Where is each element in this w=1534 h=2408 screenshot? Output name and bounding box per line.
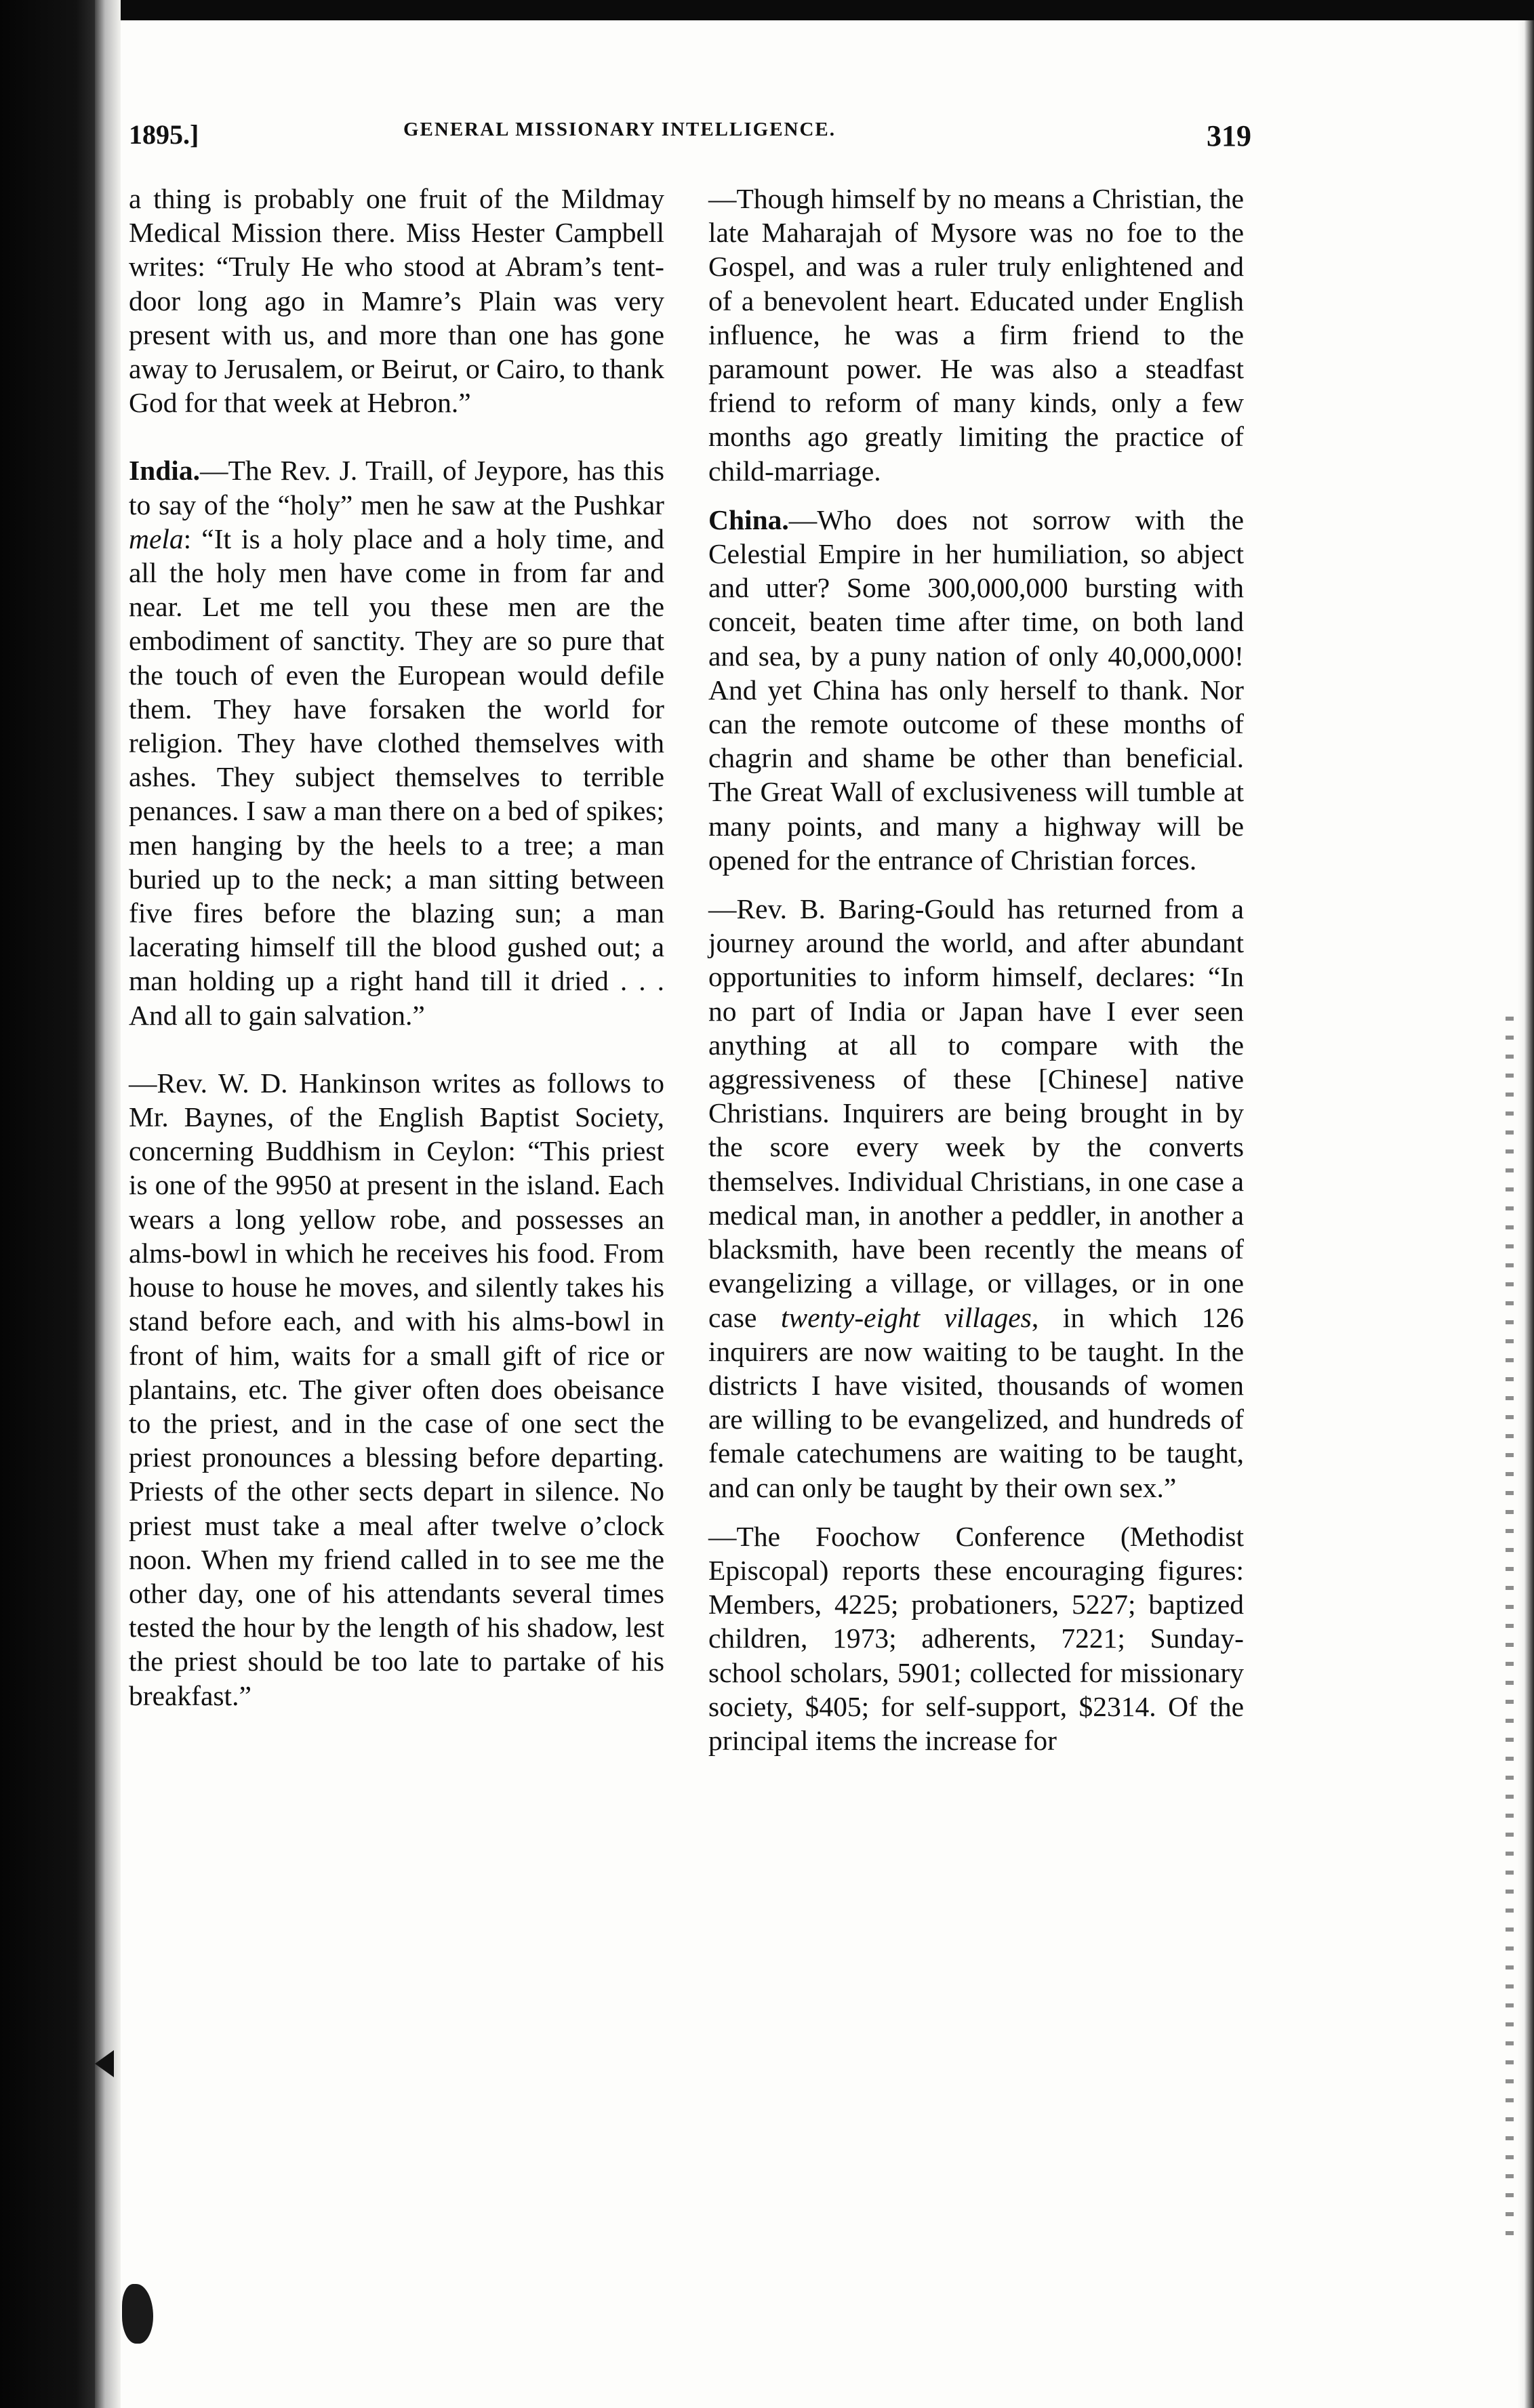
page-number: 319 xyxy=(1207,119,1251,152)
paragraph-china xyxy=(708,503,1244,877)
paragraph-ceylon: —Rev. W. D. Hankinson writes as follows to Mr. Baynes, of the English Baptist Society, concerning Buddhism in Ceylon: “This priest is one of the 9950 at present in the island. Each wears a long yellow robe, and possesses an alms-bowl in which he receives his food. From house to house he moves, and silently takes his stand before each, and with his alms-bowl in front of him, waits for a small gift of rice or plantains, etc. The giver often does obeisance to the priest, and in the case of one sect the priest pronounces a blessing before departing. Priests of the other sects depart in silence. No priest must take a meal after twelve o’clock noon. When my friend called in to see me the other day, one of his attendants several times tested the hour by the length of his shadow, lest the priest should be too late to partake of his breakfast.” xyxy=(129,1067,664,1711)
baring-gould-text-end: , in which 126 inquirers are now waiting to be taught. In the districts I have visited, thousands of women are willing to be evangelized, and hundreds of female catechumens are waiting to be taught, and can only be taught by their own sex.” xyxy=(708,1301,1244,1503)
paragraph-gap xyxy=(708,1505,1244,1519)
scan-right-edge xyxy=(1518,20,1534,2408)
paragraph-mysore: —Though himself by no means a Christian, the late Maharajah of Mysore was no foe to the Gospel, and was a ruler truly enlightened and of a benevolent heart. Educated under English influence, he was a firm friend to the paramount power. He was also a steadfast friend to reform of many kinds, only a few months ago greatly limiting the practice of child-marriage. xyxy=(708,183,1244,487)
paragraph-india xyxy=(129,453,664,1032)
twenty-eight-villages-term: twenty-eight villages xyxy=(781,1301,1032,1333)
right-column xyxy=(708,182,1244,1757)
paragraph-gap xyxy=(129,1032,664,1066)
baring-gould-text-start: —Rev. B. Baring-Gould has returned from a journey around the world, and after abundant opportunities to inform himself, declares: “In no part of India or Japan have I ever seen anything at all to compare with the aggressiveness of these [Chinese] native Christians. Inquirers are being brought in by the score every week by the converts themselves. Individual Christians, in one case a medical man, in another a peddler, in another a blacksmith, have been recently the means of evangelizing a village, or villages, or in one case xyxy=(708,893,1244,1333)
india-text-end: : “It is a holy place and a holy time, and all the holy men have come in from far and near. Let me tell you these men are the embodiment of sanctity. They are so pure that the touch of even the European would defile them. They have forsaken the world for religion. They have clothed themselves with ashes. They subject themselves to terrible penances. I saw a man there on a bed of spikes; men hanging by the heels to a tree; a man buried up to the neck; a man sitting between five fires before the blazing sun; a man lacerating himself till the blood gushed out; a man holding up a right hand till it dried . . . And all to gain salvation.” xyxy=(129,523,664,1031)
section-lead-china: China. xyxy=(708,504,789,535)
scan-top-border xyxy=(0,0,1534,20)
paragraph-foochow: —The Foochow Conference (Methodist Episcopal) reports these encouraging figures: Members, 4225; probationers, 5227; baptized children, 1973; adherents, 7221; Sunday-school scholars, 5901; collected for missionary society, $405; for self-support, $2314. Of the principal items the increase for xyxy=(708,1520,1244,1756)
paragraph-baring-gould xyxy=(708,892,1244,1505)
china-text: —Who does not sorrow with the Celestial Empire in her humiliation, so abject and utter? Some 300,000,000 bursting with conceit, beaten time after time, on both land and sea, by a puny nation of only 40,000,000! And yet China has only herself to thank. Nor can the remote outcome of these months of chagrin and shame be other than beneficial. The Great Wall of exclusiveness will tumble at many points, and many a highway will be opened for the entrance of Christian forces. xyxy=(708,504,1244,876)
left-column xyxy=(129,182,664,1713)
paragraph-gap xyxy=(129,420,664,453)
scan-ink-blot xyxy=(122,2284,153,2344)
scan-edge-marks xyxy=(1506,1017,1514,2237)
section-lead-india: India. xyxy=(129,455,200,487)
pushkar-mela-term: mela xyxy=(129,523,184,554)
scan-binding-shadow xyxy=(0,0,95,2408)
year-label: 1895.] xyxy=(129,119,199,150)
running-title: GENERAL MISSIONARY INTELLIGENCE. xyxy=(403,119,836,140)
paragraph-hebron: a thing is probably one fruit of the Mildmay Medical Mission there. Miss Hester Campbell writes: “Truly He who stood at Abram’s tent-door long ago in Mamre’s Plain was very present with us, and more than one has gone away to Jerusalem, or Beirut, or Cairo, to thank God for that week at Hebron.” xyxy=(129,183,664,419)
paragraph-gap xyxy=(708,877,1244,892)
paragraph-gap xyxy=(708,488,1244,503)
running-head xyxy=(129,119,1251,166)
india-text-start: —The Rev. J. Traill, of Jeypore, has this to say of the “holy” men he saw at the Pushkar xyxy=(129,455,664,521)
scan-gutter-fade xyxy=(95,0,121,2408)
